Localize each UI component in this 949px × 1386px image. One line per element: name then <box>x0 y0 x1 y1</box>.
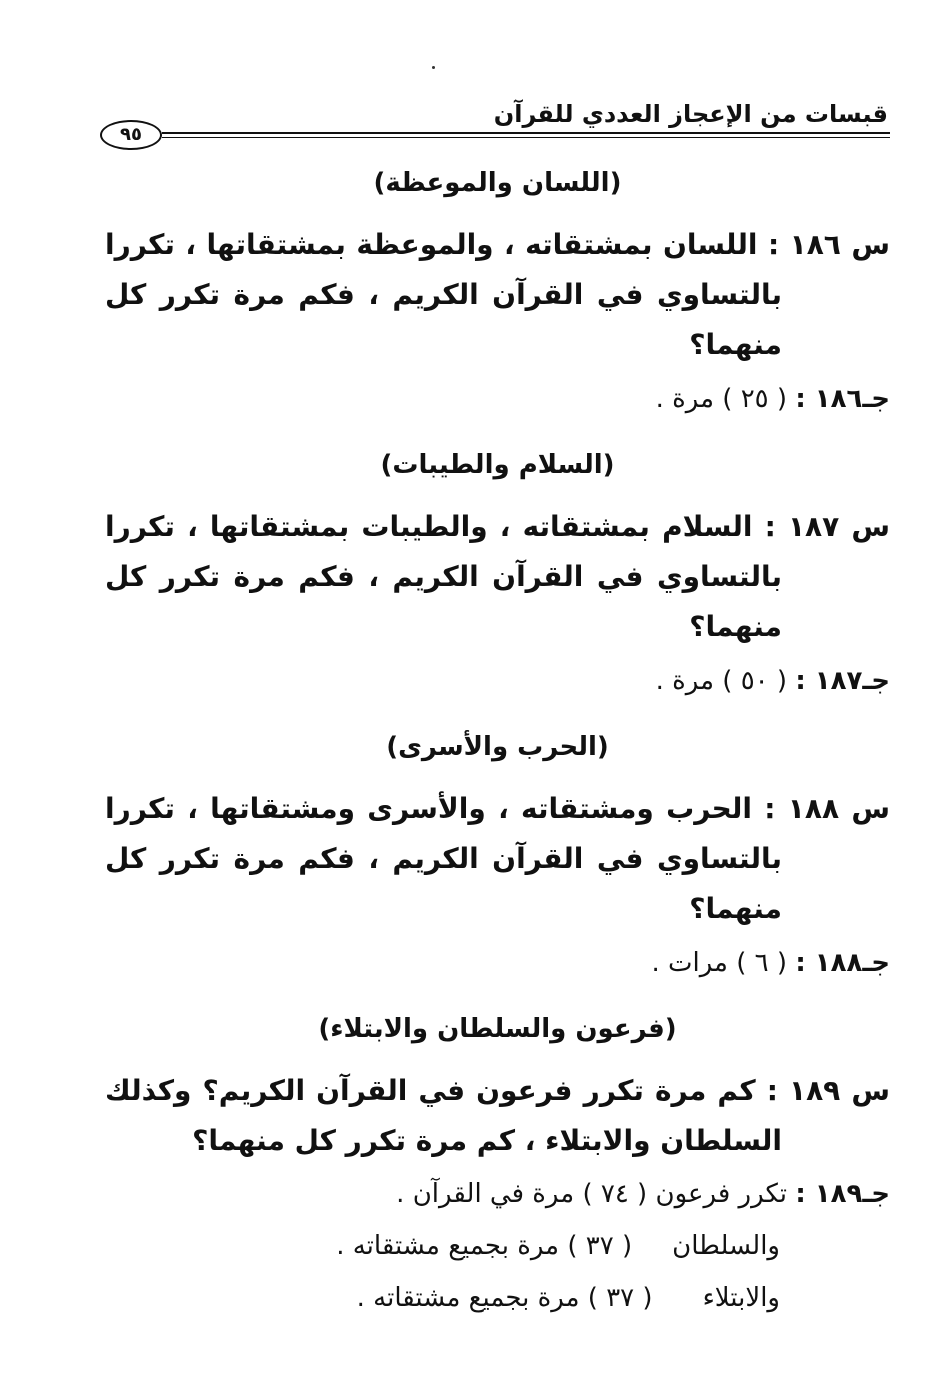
answer-label: جـ١٨٧ : <box>795 666 890 696</box>
question-label: س ١٨٨ : <box>764 792 891 825</box>
answer <box>105 374 890 424</box>
qa-section <box>105 1014 890 1324</box>
answer-line <box>105 1220 890 1272</box>
answer-text: ( ٢٥ ) مرة . <box>655 384 788 414</box>
question-text: كم مرة تكرر فرعون في القرآن الكريم؟ وكذلك السلطان والابتلاء ، كم مرة تكرر كل منهما؟ <box>105 1074 782 1157</box>
question <box>105 784 890 934</box>
page-number: ٩٥ <box>100 120 162 150</box>
section-title: (السلام والطيبات) <box>380 450 615 480</box>
question <box>105 1066 890 1166</box>
qa-section <box>105 732 890 988</box>
page-content <box>105 160 890 1324</box>
running-title: قبسات من الإعجاز العددي للقرآن <box>493 100 888 128</box>
answer-text: ( ٦ ) مرات . <box>651 948 788 978</box>
answer-text: تكرر فرعون ( ٧٤ ) مرة في القرآن . <box>396 1179 788 1209</box>
question-label: س ١٨٧ : <box>764 510 891 543</box>
answer-item-label: والسلطان <box>672 1231 780 1261</box>
qa-section <box>105 168 890 424</box>
qa-section <box>105 450 890 706</box>
answer-line <box>105 1272 890 1324</box>
question-label: س ١٨٩ : <box>766 1074 891 1107</box>
question-label: س ١٨٦ : <box>767 228 890 261</box>
answer-label: جـ١٨٩ : <box>795 1179 890 1209</box>
answer <box>105 656 890 706</box>
question <box>105 502 890 652</box>
answer-label: جـ١٨٨ : <box>795 948 890 978</box>
answer-item-value: ( ٣٧ ) مرة بجميع مشتقاته . <box>356 1283 653 1313</box>
question <box>105 220 890 370</box>
answer <box>105 1168 890 1324</box>
page-header <box>100 100 890 160</box>
ink-speck <box>432 66 435 69</box>
question-text: الحرب ومشتقاته ، والأسرى ومشتقاتها ، تكررا بالتساوي في القرآن الكريم ، فكم مرة تكرر كل منهما؟ <box>105 792 782 925</box>
section-title: (الحرب والأسرى) <box>386 732 609 762</box>
answer-label: جـ١٨٦ : <box>795 384 890 414</box>
answer <box>105 938 890 988</box>
header-rule <box>162 132 890 138</box>
answer-item-value: ( ٣٧ ) مرة بجميع مشتقاته . <box>336 1231 633 1261</box>
question-text: السلام بمشتقاته ، والطيبات بمشتقاتها ، تكررا بالتساوي في القرآن الكريم ، فكم مرة تكرر كل منهما؟ <box>105 510 782 643</box>
question-text: اللسان بمشتقاته ، والموعظة بمشتقاتها ، تكررا بالتساوي في القرآن الكريم ، فكم مرة تكرر كل منهما؟ <box>105 228 782 361</box>
section-title: (فرعون والسلطان والابتلاء) <box>318 1014 677 1044</box>
answer-text: ( ٥٠ ) مرة . <box>655 666 788 696</box>
answer-line <box>105 1168 890 1220</box>
section-title: (اللسان والموعظة) <box>373 168 622 198</box>
answer-item-label: والابتلاء <box>702 1283 780 1313</box>
